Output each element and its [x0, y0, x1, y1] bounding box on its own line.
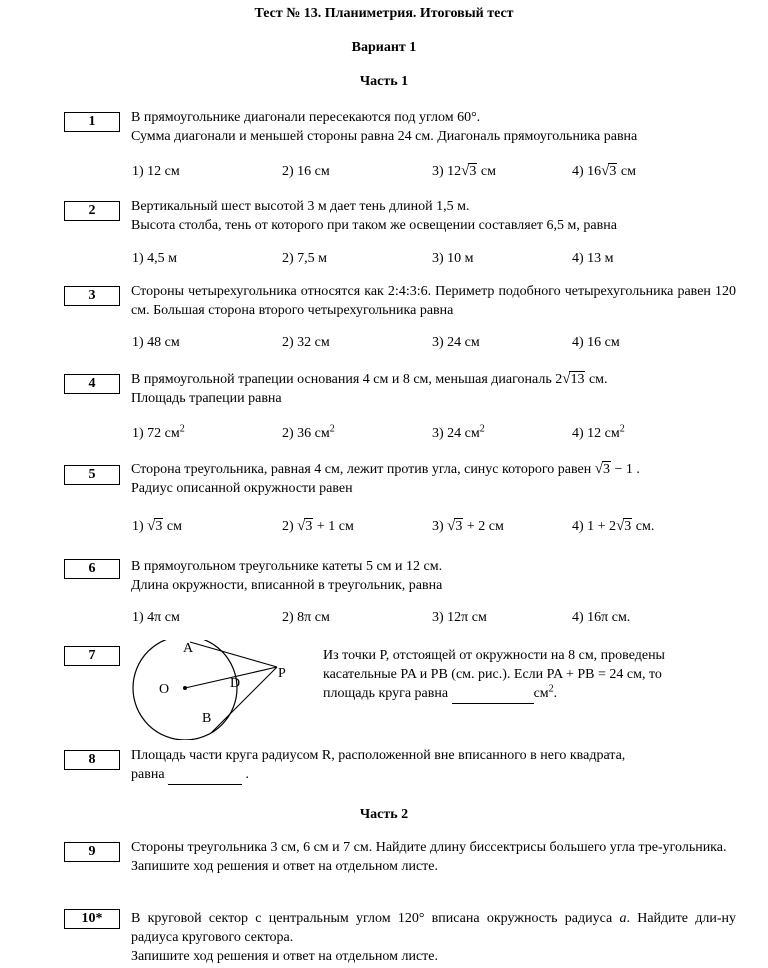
- question-instruction: Запишите ход решения и ответ на отдельном листе.: [131, 859, 439, 874]
- question-number: 2: [64, 201, 120, 221]
- answer-option[interactable]: 2) 32 см: [282, 335, 330, 350]
- answer-blank[interactable]: [168, 765, 242, 785]
- tangent-pa: [190, 642, 277, 667]
- question-text: В прямоугольнике диагонали пересекаются под углом 60°.: [131, 110, 481, 125]
- answer-option[interactable]: 4) 13 м: [572, 251, 614, 266]
- answer-option[interactable]: 1) 4π см: [132, 610, 180, 625]
- answer-option[interactable]: 1) 4,5 м: [132, 251, 178, 266]
- question-instruction: Запишите ход решения и ответ на отдельном листе.: [131, 949, 439, 964]
- question-text: равна .: [131, 765, 736, 785]
- label-o: O: [159, 682, 170, 697]
- question-number: 10*: [64, 909, 120, 929]
- question-number: 9: [64, 842, 120, 862]
- question-number: 8: [64, 750, 120, 770]
- question-number: 4: [64, 374, 120, 394]
- part1-heading: Часть 1: [359, 74, 409, 89]
- question-text: Стороны четырехугольника относятся как 2:4:3:6. Периметр подобного четырехугольника равен 120 см. Большая сторона второго четырехугольника равна: [131, 284, 736, 318]
- answer-option[interactable]: 4) 12 $см^2$: [572, 423, 625, 441]
- answer-option[interactable]: 2) 16 см: [282, 164, 330, 179]
- label-a: A: [183, 641, 194, 656]
- answer-option[interactable]: 3) 24 см: [432, 335, 480, 350]
- answer-option[interactable]: 3) 24 $см^2$: [432, 423, 485, 441]
- answer-blank[interactable]: [452, 684, 534, 704]
- tangent-figure: [125, 640, 305, 740]
- question-text: Сторона треугольника, равная 4 см, лежит против угла, синус которого равен √3 − 1 .: [131, 461, 640, 477]
- question-text: Высота столба, тень от которого при таком же освещении составляет 6,5 м, равна: [131, 218, 617, 233]
- label-d: D: [230, 676, 241, 691]
- question-text: Стороны треугольника 3 см, 6 см и 7 см. Найдите длину биссектрисы большего угла тре-угольника.: [131, 840, 727, 855]
- answer-option[interactable]: 2) 7,5 м: [282, 251, 328, 266]
- variant-heading: Вариант 1: [351, 40, 417, 55]
- answer-option[interactable]: 1) 48 см: [132, 335, 180, 350]
- label-b: B: [202, 711, 212, 726]
- answer-option[interactable]: 3) 12π см: [432, 610, 487, 625]
- question-text: Площадь трапеции равна: [131, 391, 282, 406]
- page-title: Тест № 13. Планиметрия. Итоговый тест: [254, 6, 514, 21]
- answer-option[interactable]: 1) 12 см: [132, 164, 180, 179]
- answer-option[interactable]: 3) √3 + 2 см: [432, 518, 504, 534]
- answer-option[interactable]: 4) 16 см: [572, 335, 620, 350]
- question-text: касательные PA и PB (см. рис.). Если PA + PB = 24 см, то: [323, 667, 662, 682]
- question-text: Сумма диагонали и меньшей стороны равна 24 см. Диагональ прямоугольника равна: [131, 129, 638, 144]
- question-number: 1: [64, 112, 120, 132]
- question-number: 5: [64, 465, 120, 485]
- center-point: [183, 686, 187, 690]
- part2-heading: Часть 2: [359, 807, 409, 822]
- question-number: 7: [64, 646, 120, 666]
- tangent-pb: [211, 667, 277, 733]
- answer-option[interactable]: 2) √3 + 1 см: [282, 518, 354, 534]
- answer-option[interactable]: 4) 16√3 см: [572, 163, 636, 179]
- question-text: В круговой сектор с центральным углом 120° вписана окружность радиуса a. Найдите дли-ну радиуса кругового сектора.: [131, 911, 736, 945]
- question-number: 6: [64, 559, 120, 579]
- question-text: В прямоугольной трапеции основания 4 см и 8 см, меньшая диагональ 2√13 см.: [131, 371, 608, 387]
- answer-option[interactable]: 4) 16π см.: [572, 610, 631, 625]
- answer-option[interactable]: 4) 1 + 2√3 см.: [572, 518, 655, 534]
- question-text: Радиус описанной окружности равен: [131, 481, 353, 496]
- question-text: В прямоугольном треугольнике катеты 5 см и 12 см.: [131, 559, 443, 574]
- question-number: 3: [64, 286, 120, 306]
- question-text: Длина окружности, вписанной в треугольник, равна: [131, 578, 443, 593]
- answer-option[interactable]: 2) 36 $см^2$: [282, 423, 335, 441]
- answer-option[interactable]: 1) 72 $см^2$: [132, 423, 185, 441]
- question-text: Площадь части круга радиусом R, расположенной вне вписанного в него квадрата,: [131, 748, 626, 763]
- question-text: площадь круга равна $см^2$.: [323, 684, 723, 704]
- answer-option[interactable]: 3) 10 м: [432, 251, 474, 266]
- question-text: Из точки P, отстоящей от окружности на 8 см, проведены: [323, 648, 665, 663]
- label-p: P: [278, 666, 286, 681]
- question-text: Вертикальный шест высотой 3 м дает тень длиной 1,5 м.: [131, 199, 470, 214]
- answer-option[interactable]: 2) 8π см: [282, 610, 330, 625]
- answer-option[interactable]: 1) √3 см: [132, 518, 182, 534]
- answer-option[interactable]: 3) 12√3 см: [432, 163, 496, 179]
